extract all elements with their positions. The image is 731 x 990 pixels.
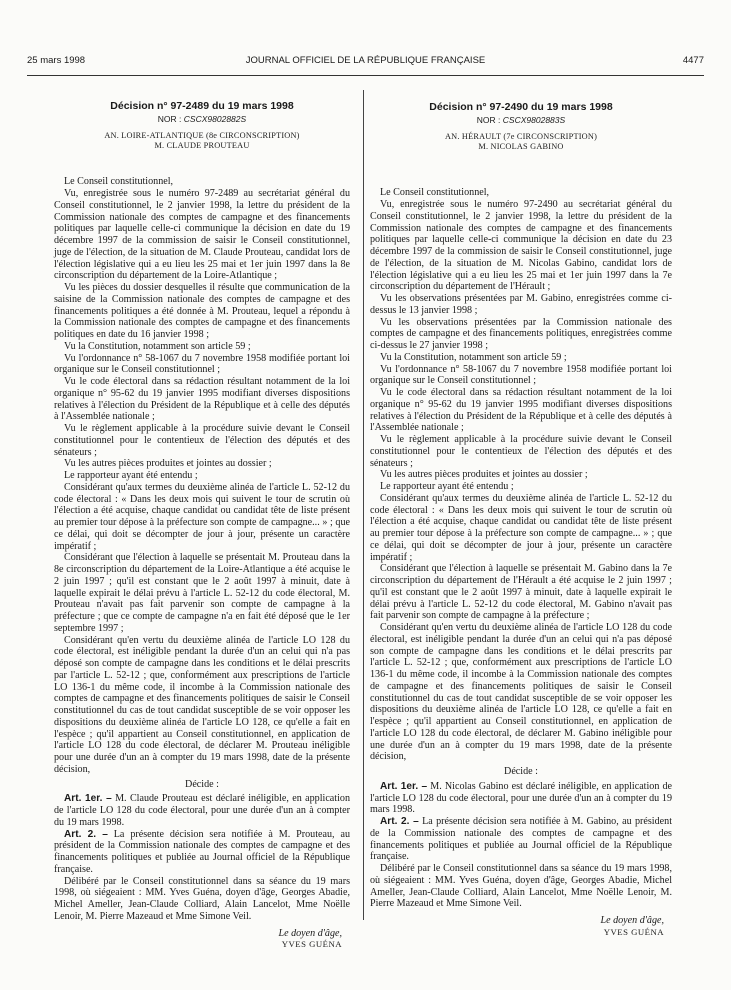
paragraph: Vu la Constitution, notamment son article 59 ; (64, 340, 251, 352)
paragraph: Vu la Constitution, notamment son article 59 ; (380, 351, 567, 363)
nor-reference (370, 116, 672, 126)
paragraph: Considérant que l'élection à laquelle se présentait M. Prouteau dans la 8e circonscription du département de la Loire-Atlantique a été acquise le 2 juin 1997 ; qu'il est constant que le 2 août 1997 à minuit, date à laquelle expirait le délai prévu à l'article L. 52-12 du code électoral, M. Prouteau n'avait pas fait parvenir son compte de campagne à la préfecture ; que ce compte de campagne n'a en fait été déposé que le 1er septembre 1997 ; (54, 552, 350, 634)
decide-heading: Décide : (504, 766, 538, 778)
article-2-text: La présente décision sera notifiée à M. Gabino, au président de la Commission nationale des comptes de campagne et des financements politiques et publiée au Journal officiel de la République française. (370, 816, 672, 863)
paragraph: Vu le règlement applicable à la procédure suivie devant le Conseil constitutionnel pour le contentieux de l'élection des députés et des sénateurs ; (54, 423, 350, 458)
paragraph: Vu les observations présentées par M. Gabino, enregistrées comme ci-dessus le 13 janvier 1998 ; (370, 293, 672, 316)
paragraph: Vu les autres pièces produites et jointes au dossier ; (64, 458, 272, 470)
closing-paragraph: Délibéré par le Conseil constitutionnel dans sa séance du 19 mars 1998, où siégeaient : MM. Yves Guéna, doyen d'âge, Georges Abadie, Michel Ameller, Jean-Claude Colliard, Alain Lancelot, Mme Noëlle Lenoir, M. Pierre Mazeaud et Mme Simone Veil. (370, 863, 672, 910)
paragraph: Vu l'ordonnance n° 58-1067 du 7 novembre 1958 modifiée portant loi organique sur le Conseil constitutionnel ; (54, 352, 350, 376)
paragraph: Considérant qu'en vertu du deuxième alinéa de l'article LO 128 du code électoral, est inéligible pendant la durée d'un an celui qui n'a pas déposé son compte de campagne dans les conditions et le délai prescrits par l'article L. 52-12 ; que, conformément aux prescriptions de l'article LO 136-1 du même code, il incombe à la Commission nationale des comptes de campagne et des financements politiques de saisir le Conseil constitutionnel du cas de tout candidat susceptible de se voir opposer les dispositions du deuxième alinéa de l'article LO 128, ce qu'elle a fait en l'espèce ; qu'il appartient au Conseil constitutionnel, en application de l'article LO 128 du code électoral, de déclarer M. Gabino inéligible pour une durée d'un an à compter du 19 mars 1998, date de la présente décision, (370, 622, 672, 763)
article-2-text: La présente décision sera notifiée à M. Prouteau, au président de la Commission nationale des comptes de campagne et des financements politiques et publiée au Journal officiel de la République française. (54, 828, 350, 875)
paragraph: Le Conseil constitutionnel, (64, 176, 174, 188)
signature-role: Le doyen d'âge, (278, 927, 342, 939)
paragraph: Le rapporteur ayant été entendu ; (380, 481, 514, 493)
paragraph: Considérant qu'en vertu du deuxième alinéa de l'article LO 128 du code électoral, est inéligible pendant la durée d'un an celui qui n'a pas déposé son compte de campagne dans les conditions et le délai prescrits par l'article L. 52-12 ; que, conformément aux prescriptions de l'article LO 136-1 du même code, il incombe à la Commission nationale des comptes de campagne et des financements politiques de saisir le Conseil constitutionnel du cas de tout candidat susceptible de se voir opposer les dispositions du deuxième alinéa de l'article LO 128, ce qu'elle a fait en l'espèce ; qu'il appartient au Conseil constitutionnel, en application de l'article LO 128 du code électoral, de déclarer M. Prouteau inéligible pour une durée d'un an à compter du 19 mars 1998, date de la présente décision, (54, 634, 350, 775)
decision-column-left (54, 100, 350, 950)
article-1 (370, 781, 672, 816)
article-1-label: Art. 1er. – (380, 780, 428, 792)
nor-label: NOR : (157, 114, 182, 125)
signature-role: Le doyen d'âge, (600, 915, 664, 927)
paragraph: Considérant qu'aux termes du deuxième alinéa de l'article L. 52-12 du code électoral : « Dans les deux mois qui suivent le tour de scrutin où l'élection a été acquise, chaque candidat ou candidat tête de liste présent au premier tour dépose à la préfecture son compte de campagne... » ; que ce délai, qui doit se décompter de jour à jour, présente un caractère impératif ; (54, 481, 350, 552)
decision-title: Décision n° 97-2489 du 19 mars 1998 (110, 100, 294, 112)
nor-label: NOR : (476, 115, 501, 126)
page-number: 4477 (682, 55, 704, 66)
constituency-line: AN. LOIRE-ATLANTIQUE (8e CIRCONSCRIPTION) (104, 131, 300, 141)
article-2-label: Art. 2. – (64, 828, 108, 840)
constituency-line: AN. HÉRAULT (7e CIRCONSCRIPTION) (444, 132, 598, 142)
paragraph: Vu, enregistrée sous le numéro 97-2490 au secrétariat général du Conseil constitutionnel, le 2 janvier 1998, la lettre du président de la Commission nationale des comptes de campagne et des financements politiques par laquelle celle-ci communique la décision en date du 23 décembre 1997 de la commission de saisir le Conseil constitutionnel, juge de l'élection, de la situation de M. Nicolas Gabino, candidat lors de l'élection législative qui a eu lieu les 25 mai et 1er juin 1997 dans la 7e circonscription du département de l'Hérault ; (370, 199, 672, 293)
paragraph: Vu l'ordonnance n° 58-1067 du 7 novembre 1958 modifiée portant loi organique sur le Conseil constitutionnel ; (370, 363, 672, 387)
paragraph: Vu le règlement applicable à la procédure suivie devant le Conseil constitutionnel pour le contentieux de l'élection des députés et des sénateurs ; (370, 434, 672, 469)
header-date: 25 mars 1998 (27, 55, 86, 66)
paragraph: Le rapporteur ayant été entendu ; (64, 470, 198, 482)
header-rule (27, 75, 704, 76)
column-divider (363, 90, 364, 920)
article-2 (370, 816, 672, 863)
spacer (370, 151, 672, 187)
article-2-label: Art. 2. – (380, 816, 419, 828)
signature-name: YVES GUÉNA (281, 939, 342, 950)
paragraph: Vu le code électoral dans sa rédaction résultant notamment de la loi organique n° 95-62 du 19 janvier 1995 modifiant diverses dispositions relatives à l'élection du Président de la République et à celle des députés à l'Assemblée nationale ; (370, 387, 672, 434)
decide-heading: Décide : (185, 778, 219, 790)
running-header (27, 55, 704, 69)
paragraph: Le Conseil constitutionnel, (380, 187, 490, 199)
journal-title: JOURNAL OFFICIEL DE LA RÉPUBLIQUE FRANÇAISE (245, 55, 486, 66)
decision-title: Décision n° 97-2490 du 19 mars 1998 (429, 101, 613, 113)
paragraph: Vu, enregistrée sous le numéro 97-2489 au secrétariat général du Conseil constitutionnel, le 2 janvier 1998, la lettre du président de la Commission nationale des comptes de campagne et des financements politiques par laquelle celle-ci communique la décision en date du 19 décembre 1997 de la commission de saisir le Conseil constitutionnel, juge de l'élection, de la situation de M. Claude Prouteau, candidat lors de l'élection législative qui a eu lieu les 25 mai et 1er juin 1997 dans la 8e circonscription du département de la Loire-Atlantique ; (54, 188, 350, 282)
spacer (54, 150, 350, 176)
paragraph: Vu les autres pièces produites et jointes au dossier ; (380, 469, 588, 481)
decision-column-right (370, 101, 672, 937)
paragraph: Vu le code électoral dans sa rédaction résultant notamment de la loi organique n° 95-62 du 19 janvier 1995 modifiant diverses dispositions relatives à l'élection du Président de la République et à celle des députés à l'Assemblée nationale ; (54, 376, 350, 423)
article-1-text: M. Claude Prouteau est déclaré inéligible, en application de l'article LO 128 du code électoral, pour une durée d'un an à compter du 19 mars 1998. (54, 793, 350, 828)
nor-code: CSCX9802882S (183, 114, 247, 125)
paragraph: Considérant que l'élection à laquelle se présentait M. Gabino dans la 7e circonscription du département de l'Hérault a été acquise le 2 juin 1997 ; qu'il est constant que le 2 août 1997 à minuit, date à laquelle expirait le délai prévu à l'article L. 52-12 du code électoral, M. Gabino n'avait pas fait parvenir son compte de campagne à la préfecture ; (370, 563, 672, 622)
paragraph: Vu les pièces du dossier desquelles il résulte que communication de la saisine de la Commission nationale des comptes de campagne et des financements politiques a été donnée à M. Prouteau, lequel a répondu à la Commission nationale des comptes de campagne et des financements politiques en date du 16 janvier 1998 ; (54, 282, 350, 341)
signature-name: YVES GUÉNA (603, 926, 664, 937)
article-1-text: M. Nicolas Gabino est déclaré inéligible, en application de l'article LO 128 du code électoral, pour une durée d'un an à compter du 19 mars 1998. (370, 780, 673, 816)
candidate-name: M. CLAUDE PROUTEAU (154, 140, 250, 150)
nor-reference (54, 115, 350, 125)
article-2 (54, 829, 350, 876)
article-1-label: Art. 1er. – (64, 793, 112, 805)
nor-code: CSCX9802883S (502, 115, 566, 126)
paragraph: Considérant qu'aux termes du deuxième alinéa de l'article L. 52-12 du code électoral : « Dans les deux mois qui suivent le tour de scrutin où l'élection a été acquise, chaque candidat ou candidat tête de liste présent au premier tour dépose à la préfecture son compte de campagne... » ; que ce délai, qui doit se décompter de jour à jour, présente un caractère impératif ; (370, 492, 672, 563)
paragraph: Vu les observations présentées par la Commission nationale des comptes de campagne et des financements politiques, enregistrées comme ci-dessus le 27 janvier 1998 ; (370, 316, 672, 352)
closing-paragraph: Délibéré par le Conseil constitutionnel dans sa séance du 19 mars 1998, où siégeaient : MM. Yves Guéna, doyen d'âge, Georges Abadie, Michel Ameller, Jean-Claude Colliard, Alain Lancelot, Mme Noëlle Lenoir, M. Pierre Mazeaud et Mme Simone Veil. (54, 875, 350, 922)
article-1 (54, 793, 350, 828)
candidate-name: M. NICOLAS GABINO (478, 141, 564, 151)
